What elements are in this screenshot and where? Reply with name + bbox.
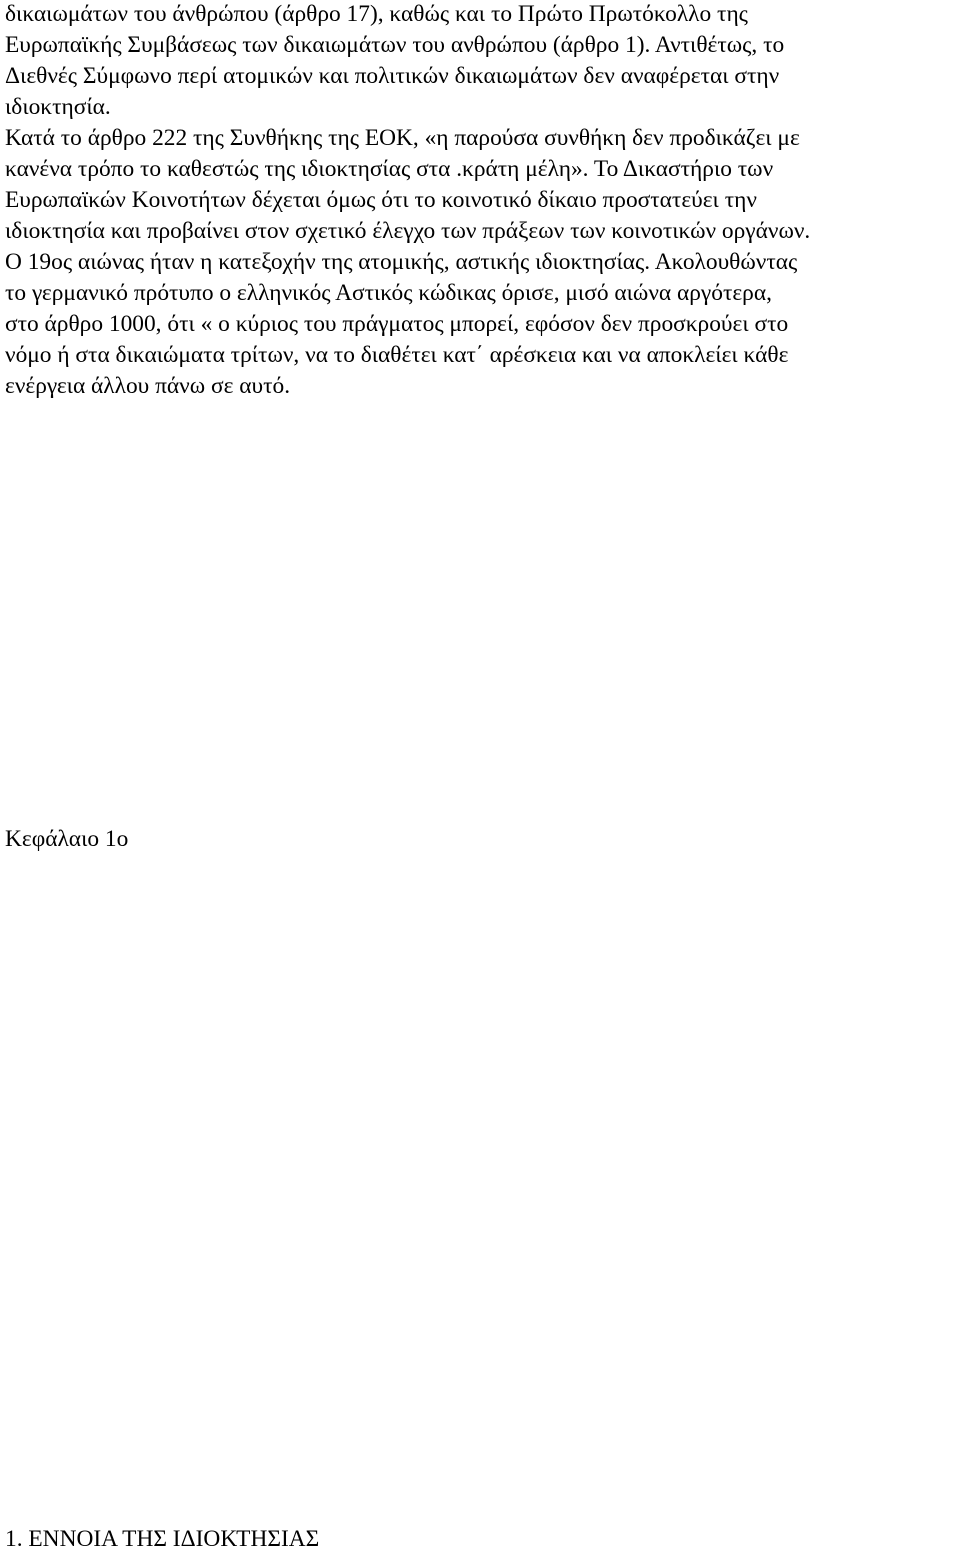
- chapter-label: Κεφάλαιο 1ο: [5, 826, 129, 852]
- paragraph-line: νόμο ή στα δικαιώματα τρίτων, να το διαθέτει κατ΄ αρέσκεια και να αποκλείει κάθε: [5, 342, 789, 368]
- paragraph-line: Διεθνές Σύμφωνο περί ατομικών και πολιτικών δικαιωμάτων δεν αναφέρεται στην: [5, 63, 780, 89]
- paragraph-line: ενέργεια άλλου πάνω σε αυτό.: [5, 373, 291, 399]
- paragraph-line: στο άρθρο 1000, ότι « ο κύριος του πράγματος μπορεί, εφόσον δεν προσκρούει στο: [5, 311, 789, 337]
- paragraph-line: Ευρωπαϊκής Συμβάσεως των δικαιωμάτων του ανθρώπου (άρθρο 1). Αντιθέτως, το: [5, 32, 785, 58]
- paragraph-line: Ευρωπαϊκών Κοινοτήτων δέχεται όμως ότι το κοινοτικό δίκαιο προστατεύει την: [5, 187, 757, 213]
- paragraph-line: Κατά το άρθρο 222 της Συνθήκης της ΕΟΚ, «η παρούσα συνθήκη δεν προδικάζει με: [5, 125, 800, 151]
- paragraph-line: ιδιοκτησία.: [5, 94, 111, 120]
- section-title: 1. ΕΝΝΟΙΑ ΤΗΣ ΙΔΙΟΚΤΗΣΙΑΣ: [5, 1526, 320, 1552]
- paragraph-line: δικαιωμάτων του άνθρώπου (άρθρο 17), καθώς και το Πρώτο Πρωτόκολλο της: [5, 1, 748, 27]
- paragraph-line: κανένα τρόπο το καθεστώς της ιδιοκτησίας στα .κράτη μέλη». Το Δικαστήριο των: [5, 156, 774, 182]
- paragraph-line: Ο 19ος αιώνας ήταν η κατεξοχήν της ατομικής, αστικής ιδιοκτησίας. Ακολουθώντας: [5, 249, 798, 275]
- paragraph-line: το γερμανικό πρότυπο ο ελληνικός Αστικός κώδικας όρισε, μισό αιώνα αργότερα,: [5, 280, 772, 306]
- paragraph-line: ιδιοκτησία και προβαίνει στον σχετικό έλεγχο των πράξεων των κοινοτικών οργάνων.: [5, 218, 811, 244]
